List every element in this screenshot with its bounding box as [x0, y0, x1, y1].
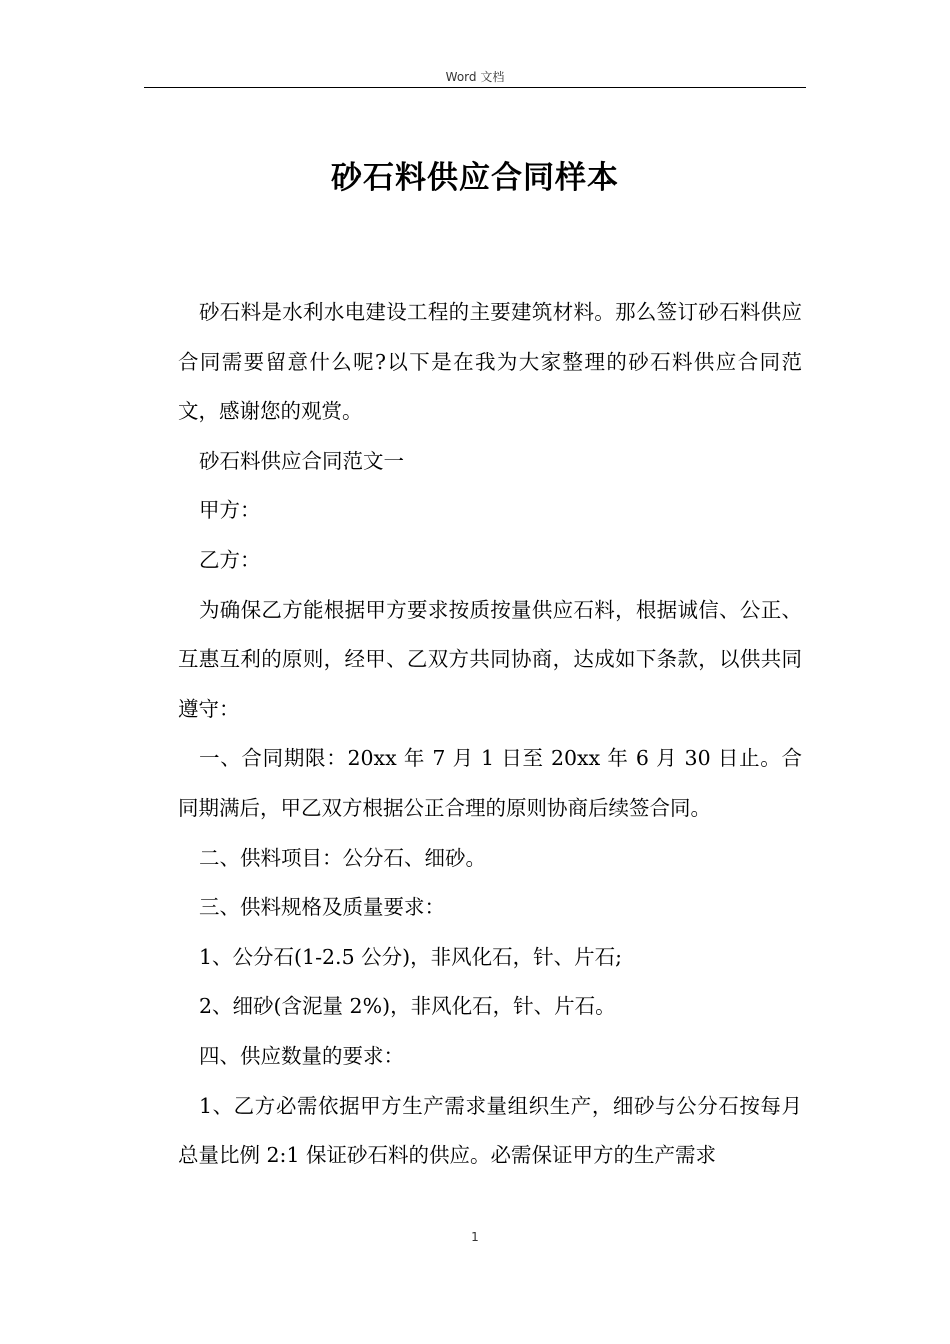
paragraph-spec-stone: 1、公分石(1-2.5 公分)，非风化石，针、片石; [199, 944, 623, 969]
paragraph-preamble: 为确保乙方能根据甲方要求按质按量供应石料，根据诚信、公正、互惠互利的原则，经甲、乙双方共同协商，达成如下条款，以供共同遵守： [178, 597, 802, 721]
paragraph-clause-items: 二、供料项目：公分石、细砂。 [199, 845, 486, 870]
header-divider [144, 87, 806, 88]
paragraph-clause-quantity: 四、供应数量的要求： [199, 1043, 404, 1068]
document-title: 砂石料供应合同样本 [331, 160, 619, 196]
document-body [178, 288, 802, 1181]
paragraph-clause-specs: 三、供料规格及质量要求： [199, 895, 445, 920]
paragraph-intro: 砂石料是水利水电建设工程的主要建筑材料。那么签订砂石料供应合同需要留意什么呢?以下是在我为大家整理的砂石料供应合同范文，感谢您的观赏。 [178, 300, 802, 424]
paragraph-quantity-detail: 1、乙方必需依据甲方生产需求量组织生产，细砂与公分石按每月总量比例 2:1 保证砂石料的供应。必需保证甲方的生产需求 [178, 1093, 802, 1168]
paragraph-spec-sand: 2、细砂(含泥量 2%)，非风化石，针、片石。 [199, 994, 616, 1019]
paragraph-party-a: 甲方： [199, 498, 261, 523]
paragraph-clause-term: 一、合同期限：20xx 年 7 月 1 日至 20xx 年 6 月 30 日止。合同期满后，甲乙双方根据公正合理的原则协商后续签合同。 [178, 746, 802, 820]
paragraph-party-b: 乙方： [199, 547, 261, 572]
page-header-label: Word 文档 [445, 70, 505, 84]
paragraph-heading-sample-one: 砂石料供应合同范文一 [199, 448, 404, 473]
page-number: 1 [471, 1230, 479, 1244]
